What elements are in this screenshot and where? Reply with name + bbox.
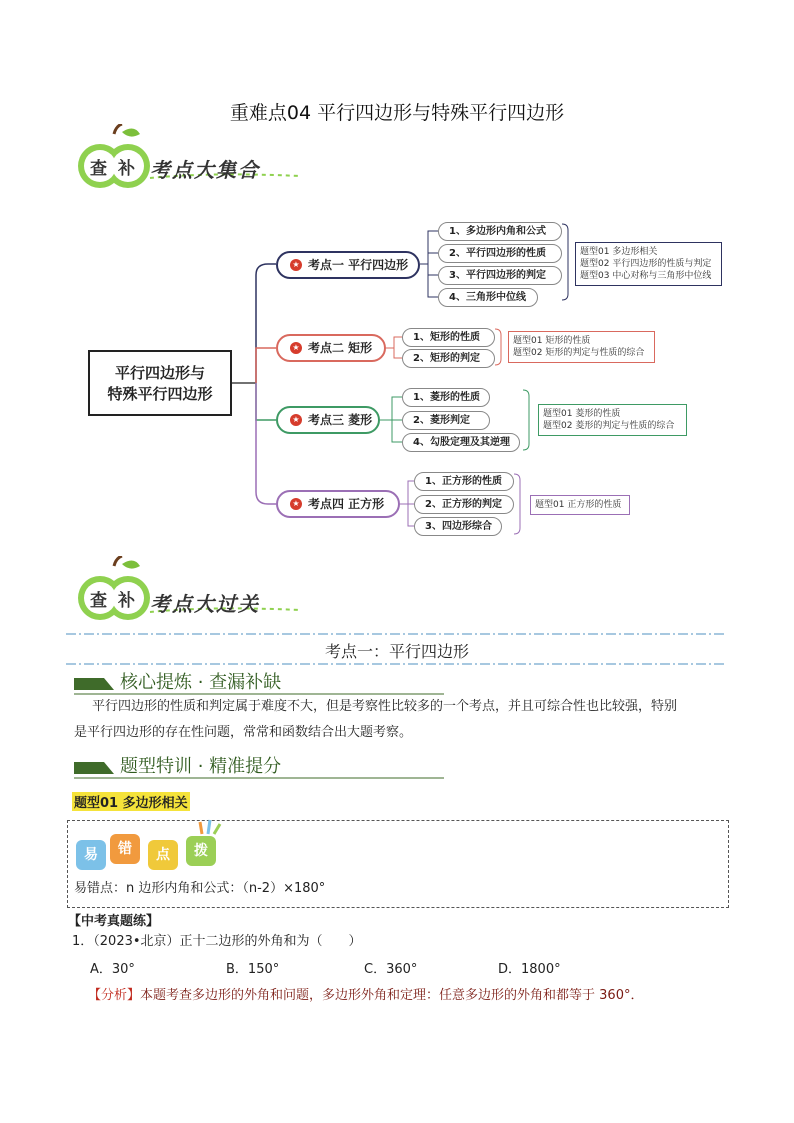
topic-label: 考点二 矩形 [308,341,373,355]
badge-right: 补 [118,591,135,611]
subtopic-item: 2、正方形的判定 [414,495,514,514]
question-types-box [575,242,722,286]
question-type: 题型01 矩形的性质 [513,336,591,346]
mistake-note: 易错点：n 边形内角和公式：（n-2）×180° [74,881,326,896]
badge-right: 补 [118,159,135,179]
subtopic-item: 2、矩形的判定 [402,349,495,368]
sparkle-icon [198,818,222,836]
option-a: A．30° [90,962,135,977]
center-line-1: 平行四边形与 [114,364,205,382]
page-title: 重难点04 平行四边形与特殊平行四边形 [229,102,565,124]
paragraph-line: 是平行四边形的存在性问题，常常和函数结合出大题考察。 [74,725,413,740]
badge-left: 查 [90,591,107,611]
question-types-box [530,495,630,515]
badge-left: 查 [90,159,107,179]
subtopic-item: 3、平行四边形的判定 [438,266,562,285]
topic-label: 考点三 菱形 [308,413,373,427]
star-icon: ★ [290,414,302,426]
banner-text: 考点大集合 [150,158,260,182]
star-icon: ★ [290,259,302,271]
tile: 错 [110,834,140,864]
heading-core: 核心提炼 · 查漏补缺 [120,672,282,693]
star-icon: ★ [290,498,302,510]
option-b: B．150° [226,962,280,977]
question-type: 题型01 多边形相关 [580,247,658,257]
tile: 易 [76,840,106,870]
center-line-2: 特殊平行四边形 [107,385,213,403]
tile: 点 [148,840,178,870]
question-text: 1．（2023•北京）正十二边形的外角和为（ ） [72,934,362,949]
analysis [88,984,643,1003]
subtopic-item: 2、菱形判定 [402,411,490,430]
analysis-tag: 【分析】 [88,988,141,1003]
subtopic-item: 1、多边形内角和公式 [438,222,562,241]
question-type: 题型03 中心对称与三角形中位线 [580,271,712,281]
subtopic-item: 1、矩形的性质 [402,328,495,347]
question-type-label: 题型01 多边形相关 [72,792,190,811]
star-icon: ★ [290,342,302,354]
subtopic-item: 2、平行四边形的性质 [438,244,562,263]
topic-rhombus [276,406,380,434]
topic-label: 考点一 平行四边形 [308,258,409,272]
exam-label: 【中考真题练】 [68,914,160,929]
subtopic-item: 4、三角形中位线 [438,288,538,307]
topic-parallelogram [276,251,420,279]
question-type: 题型02 平行四边形的性质与判定 [580,259,712,269]
banner-text: 考点大过关 [150,592,260,616]
question-types-box [508,331,655,363]
topic-square [276,490,400,518]
question-type: 题型01 正方形的性质 [535,500,622,510]
option-d: D．1800° [498,962,561,977]
analysis-text: 本题考查多边形的外角和问题，多边形外角和定理：任意多边形的外角和都等于 360°． [140,988,644,1003]
tile: 拨 [186,836,216,866]
section-title: 考点一：平行四边形 [324,642,469,661]
question-type: 题型02 矩形的判定与性质的综合 [513,348,645,358]
topic-label: 考点四 正方形 [308,497,385,511]
subtopic-item: 4、勾股定理及其逆理 [402,433,520,452]
section-banner-review [78,556,308,626]
subtopic-item: 1、正方形的性质 [414,472,514,491]
subtopic-item: 1、菱形的性质 [402,388,490,407]
question-types-box [538,404,687,436]
topic-rectangle [276,334,386,362]
subtopic-item: 3、四边形综合 [414,517,502,536]
question-type: 题型01 菱形的性质 [543,409,621,419]
mindmap-center [88,350,232,416]
option-c: C．360° [364,962,418,977]
question-type: 题型02 菱形的判定与性质的综合 [543,421,675,431]
paragraph-line: 平行四边形的性质和判定属于难度不大，但是考察性比较多的一个考点，并且可综合性也比较强，特别 [92,699,678,714]
heading-training: 题型特训 · 精准提分 [120,756,282,777]
